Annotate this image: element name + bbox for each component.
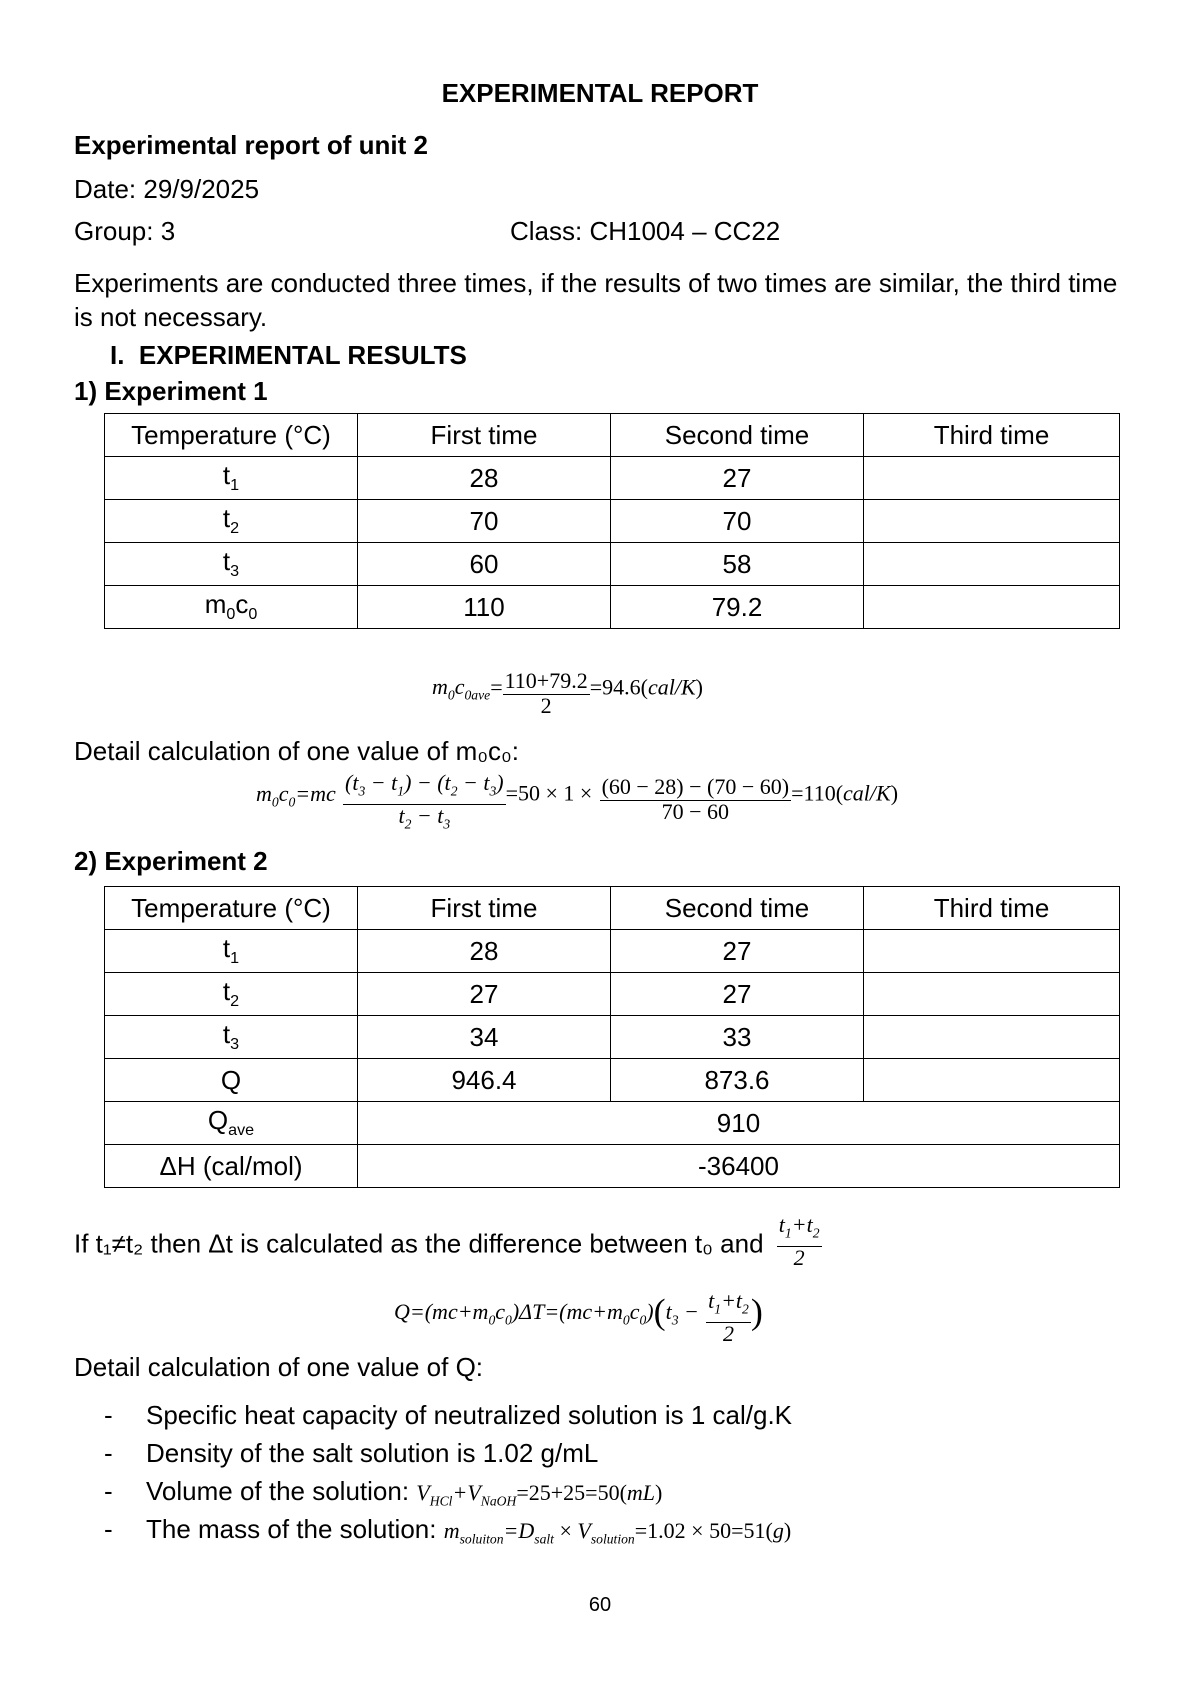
row-label: ΔH (cal/mol) <box>105 1145 358 1188</box>
avg-numerator: 110+79.2 <box>504 668 588 693</box>
col-header: Second time <box>611 414 864 457</box>
report-class: Class: CH1004 – CC22 <box>510 216 781 246</box>
table-cell: 27 <box>611 930 864 973</box>
report-date: Date: 29/9/2025 <box>74 174 260 204</box>
qave-value: 910 <box>358 1102 1120 1145</box>
table-cell <box>864 973 1120 1016</box>
table-row <box>105 586 1120 629</box>
table-cell <box>864 457 1120 500</box>
report-subtitle: Experimental report of unit 2 <box>74 130 428 160</box>
col-header: Second time <box>611 887 864 930</box>
row-label: $t_1$ <box>105 930 358 973</box>
exp2-table <box>104 886 1120 1188</box>
table-cell: 946.4 <box>358 1059 611 1102</box>
avg-denominator: 2 <box>540 693 552 718</box>
exp2-heading: 2) Experiment 2 <box>74 846 268 876</box>
row-label: $t_3$ <box>105 543 358 586</box>
table-row <box>105 1102 1120 1145</box>
mass-formula: =1.02 × 50=51 <box>634 1518 766 1543</box>
table-cell: 70 <box>358 500 611 543</box>
table-cell: 27 <box>358 973 611 1016</box>
col-header: Third time <box>864 887 1120 930</box>
col-header: First time <box>358 414 611 457</box>
dh-value: -36400 <box>358 1145 1120 1188</box>
table-row <box>105 973 1120 1016</box>
table-row <box>105 500 1120 543</box>
row-label: $Q_{ave}$ <box>105 1102 358 1145</box>
table-cell <box>864 1059 1120 1102</box>
section-number: I. <box>110 340 125 370</box>
table-cell <box>864 586 1120 629</box>
detail-mid: =50 × 1 × <box>505 780 593 806</box>
table-cell <box>864 500 1120 543</box>
table-cell: 34 <box>358 1016 611 1059</box>
table-cell: 70 <box>611 500 864 543</box>
table-cell: 28 <box>358 930 611 973</box>
section-title: EXPERIMENTAL RESULTS <box>138 340 467 370</box>
table-cell: 28 <box>358 457 611 500</box>
table-row <box>105 1059 1120 1102</box>
table-header-row <box>105 887 1120 930</box>
table-cell <box>864 543 1120 586</box>
col-header: Temperature (°C) <box>105 887 358 930</box>
list-item: - Density of the salt solution is 1.02 g/mL <box>104 1438 599 1468</box>
page-number: 60 <box>588 1594 612 1616</box>
table-row <box>105 457 1120 500</box>
list-item: - Volume of the solution: $V_{HCl}+V_{NaOH}=25+25=50(mL)$ <box>104 1476 663 1509</box>
table-cell: 27 <box>611 457 864 500</box>
table-cell <box>864 930 1120 973</box>
detail-formula: $m_0c_0=mc$ $\frac{(t_3 - t_1) - (t_2 - t_3)}{t_2 - t_3}$ =50 × 1 × $\frac{(60 - 28) - (70 - 60)}{70 - 60}$ =110(cal/K) <box>256 770 899 832</box>
table-cell: 110 <box>358 586 611 629</box>
report-title: EXPERIMENTAL REPORT <box>441 78 759 108</box>
row-label: $t_3$ <box>105 1016 358 1059</box>
table-row <box>105 1016 1120 1059</box>
col-header: First time <box>358 887 611 930</box>
table-cell: 60 <box>358 543 611 586</box>
note-text: If t₁≠t₂ then Δt is calculated as the difference between t₀ and <box>74 1228 764 1259</box>
detail-denominator: 70 − 60 <box>661 799 730 825</box>
row-label: $t_2$ <box>105 500 358 543</box>
row-label: $t_1$ <box>105 457 358 500</box>
section-heading <box>110 340 467 371</box>
table-header-row <box>105 414 1120 457</box>
exp1-heading: 1) Experiment 1 <box>74 376 268 406</box>
report-group: Group: 3 <box>74 216 176 246</box>
row-label: $m_0c_0$ <box>105 586 358 629</box>
col-header: Temperature (°C) <box>105 414 358 457</box>
avg-result: =94.6 <box>589 674 641 700</box>
table-row <box>105 543 1120 586</box>
table-cell: 873.6 <box>611 1059 864 1102</box>
table-cell <box>864 1016 1120 1059</box>
vol-formula: =25+25=50 <box>516 1480 620 1505</box>
row-label: $t_2$ <box>105 973 358 1016</box>
row-label: Q <box>105 1059 358 1102</box>
q-formula: $Q=(mc+m_0c_0)\Delta T=(mc+m_0c_0)(t_3$ − $\frac{t_1+t_2}{2}$ ) <box>394 1288 763 1347</box>
table-cell: 33 <box>611 1016 864 1059</box>
table-cell: 58 <box>611 543 864 586</box>
table-row <box>105 930 1120 973</box>
avg-formula: $m_0c_{0ave}=$ $\frac{110+79.2}{2}$ =94.6(cal/K) <box>432 668 703 718</box>
avg-unit: cal/K <box>647 674 696 700</box>
exp2-note: If t₁≠t₂ then Δt is calculated as the difference between t₀ and $\frac{t_1+t_2}{2}$ <box>74 1212 820 1271</box>
exp1-table <box>104 413 1120 629</box>
intro-paragraph: Experiments are conducted three times, if the results of two times are similar, the third time is not necessary. <box>74 268 1118 332</box>
col-header: Third time <box>864 414 1120 457</box>
exp1-detail-label: Detail calculation of one value of m₀c₀: <box>74 736 520 766</box>
table-row <box>105 1145 1120 1188</box>
list-item: - Specific heat capacity of neutralized solution is 1 cal/g.K <box>104 1400 793 1430</box>
assumption-list <box>104 1396 792 1548</box>
exp2-detail-label: Detail calculation of one value of Q: <box>74 1352 484 1382</box>
table-cell: 27 <box>611 973 864 1016</box>
detail-result: =110 <box>791 780 836 806</box>
detail-numerator: (60 − 28) − (70 − 60) <box>601 774 790 800</box>
table-cell: 79.2 <box>611 586 864 629</box>
list-item: - The mass of the solution: $m_{soluiton}=D_{salt} \times V_{solution}=1.02 \times 50=51(g)$ <box>104 1514 792 1547</box>
